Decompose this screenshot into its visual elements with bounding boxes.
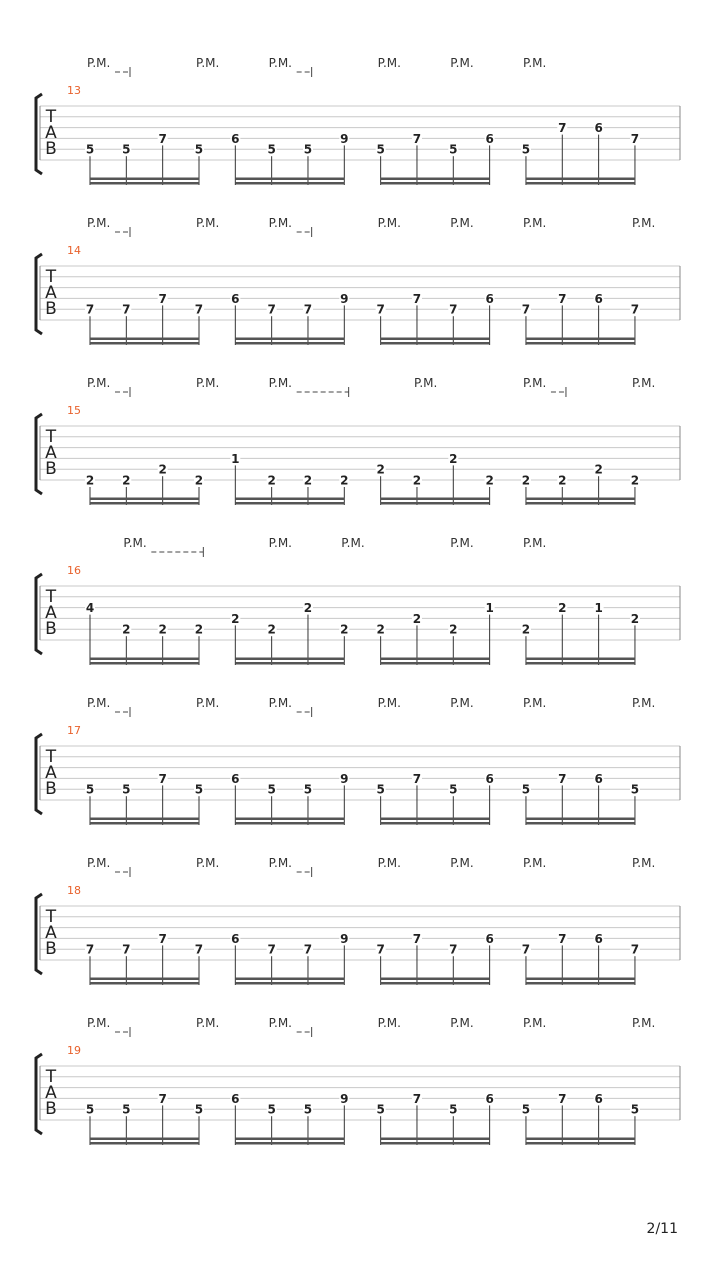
- fret-number: 7: [412, 931, 422, 946]
- palm-mute-mark: P.M.: [87, 1016, 111, 1030]
- beam-primary: [235, 822, 344, 825]
- measure-number: 17: [67, 724, 81, 737]
- beam-primary: [90, 342, 199, 345]
- fret-number: 2: [122, 473, 131, 488]
- fret-number: 2: [449, 451, 458, 466]
- palm-mute-mark: P.M.: [195, 216, 220, 230]
- beam-secondary: [381, 498, 490, 501]
- tab-clef-letter: T: [45, 1067, 57, 1087]
- beam-primary: [235, 502, 344, 505]
- tab-clef-letter: T: [45, 427, 57, 447]
- beam-secondary: [381, 978, 490, 981]
- fret-number: 5: [630, 1102, 640, 1117]
- beam-primary: [526, 1142, 635, 1145]
- fret-number: 6: [231, 771, 240, 786]
- palm-mute-mark: P.M.: [377, 696, 401, 710]
- fret-number: 5: [85, 782, 95, 797]
- fret-number: 6: [231, 291, 240, 306]
- fret-number: 7: [122, 942, 131, 957]
- fret-number: 2: [521, 473, 531, 488]
- fret-number: 5: [521, 142, 531, 157]
- beam-secondary: [526, 178, 635, 181]
- beam-primary: [526, 182, 635, 185]
- measure-number: 16: [67, 564, 81, 577]
- fret-number: 2: [303, 473, 313, 488]
- tab-clef-letter: B: [45, 619, 57, 639]
- beam-primary: [235, 342, 344, 345]
- tab-clef-letter: A: [45, 603, 57, 623]
- fret-number: 6: [594, 121, 603, 136]
- beam-primary: [381, 982, 490, 985]
- palm-mute-mark: P.M.: [268, 696, 293, 710]
- palm-mute-mark: P.M.: [450, 696, 474, 710]
- palm-mute-mark: P.M.: [268, 56, 293, 70]
- palm-mute-mark: P.M.: [413, 376, 438, 390]
- tab-clef-letter: A: [45, 923, 57, 943]
- fret-number: 5: [267, 782, 276, 797]
- beam-primary: [526, 982, 635, 985]
- beam-secondary: [90, 658, 199, 661]
- fret-number: 7: [521, 942, 531, 957]
- beam-primary: [90, 662, 199, 665]
- fret-number: 2: [267, 473, 276, 488]
- fret-number: 5: [303, 142, 313, 157]
- palm-mute-mark: P.M.: [195, 56, 220, 70]
- fret-number: 2: [594, 462, 603, 477]
- fret-number: 2: [122, 622, 131, 637]
- tab-system-14: [36, 216, 680, 345]
- beam-primary: [235, 662, 344, 665]
- beam-secondary: [90, 818, 199, 821]
- fret-number: 6: [594, 931, 603, 946]
- fret-number: 5: [449, 142, 458, 157]
- beam-primary: [381, 502, 490, 505]
- fret-number: 2: [630, 611, 640, 626]
- beam-secondary: [90, 178, 199, 181]
- tab-clef-letter: T: [45, 107, 57, 127]
- palm-mute-mark: P.M.: [87, 856, 111, 870]
- beam-secondary: [90, 1138, 199, 1141]
- fret-number: 5: [267, 142, 276, 157]
- fret-number: 5: [449, 1102, 458, 1117]
- tab-clef-letter: B: [45, 299, 57, 319]
- measure-number: 15: [67, 404, 81, 417]
- fret-number: 7: [303, 942, 313, 957]
- palm-mute-mark: P.M.: [195, 856, 220, 870]
- palm-mute-mark: P.M.: [450, 216, 474, 230]
- fret-number: 2: [158, 622, 167, 637]
- palm-mute-mark: P.M.: [87, 376, 111, 390]
- fret-number: 6: [485, 291, 494, 306]
- palm-mute-mark: P.M.: [631, 1016, 656, 1030]
- tab-clef-letter: B: [45, 939, 57, 959]
- palm-mute-mark: P.M.: [450, 56, 474, 70]
- palm-mute-mark: P.M.: [87, 216, 111, 230]
- fret-number: 2: [340, 473, 349, 488]
- tab-clef-letter: B: [45, 139, 57, 159]
- palm-mute-mark: P.M.: [377, 1016, 401, 1030]
- page-number: 2/11: [646, 1221, 678, 1237]
- tab-clef-letter: T: [45, 907, 57, 927]
- beam-secondary: [526, 818, 635, 821]
- tab-clef-letter: A: [45, 763, 57, 783]
- fret-number: 5: [630, 782, 640, 797]
- palm-mute-mark: P.M.: [268, 1016, 293, 1030]
- beam-primary: [381, 182, 490, 185]
- palm-mute-mark: P.M.: [522, 376, 547, 390]
- beam-secondary: [235, 338, 344, 341]
- fret-number: 5: [122, 142, 131, 157]
- beam-secondary: [526, 658, 635, 661]
- fret-number: 7: [412, 1091, 422, 1106]
- fret-number: 7: [267, 942, 276, 957]
- beam-secondary: [526, 498, 635, 501]
- fret-number: 2: [412, 611, 422, 626]
- fret-number: 2: [630, 473, 640, 488]
- fret-number: 7: [449, 302, 458, 317]
- fret-number: 7: [412, 291, 422, 306]
- tab-clef-letter: A: [45, 123, 57, 143]
- beam-secondary: [90, 338, 199, 341]
- tab-clef-letter: T: [45, 587, 57, 607]
- tab-clef-letter: A: [45, 1083, 57, 1103]
- fret-number: 7: [303, 302, 313, 317]
- fret-number: 7: [630, 131, 640, 146]
- fret-number: 6: [594, 1091, 603, 1106]
- beam-primary: [90, 502, 199, 505]
- fret-number: 2: [412, 473, 422, 488]
- beam-primary: [90, 182, 199, 185]
- fret-number: 7: [521, 302, 531, 317]
- fret-number: 7: [412, 771, 422, 786]
- palm-mute-mark: P.M.: [195, 1016, 220, 1030]
- fret-number: 9: [340, 131, 349, 146]
- tab-system-13: [36, 56, 680, 185]
- fret-number: 7: [85, 302, 95, 317]
- fret-number: 7: [558, 291, 567, 306]
- fret-number: 7: [158, 931, 167, 946]
- palm-mute-mark: P.M.: [631, 856, 656, 870]
- palm-mute-mark: P.M.: [87, 56, 111, 70]
- beam-primary: [235, 182, 344, 185]
- palm-mute-mark: P.M.: [522, 1016, 547, 1030]
- fret-number: 2: [85, 473, 95, 488]
- beam-secondary: [381, 178, 490, 181]
- beam-secondary: [235, 1138, 344, 1141]
- palm-mute-mark: P.M.: [195, 696, 220, 710]
- palm-mute-mark: P.M.: [631, 696, 656, 710]
- fret-number: 7: [630, 942, 640, 957]
- fret-number: 6: [231, 931, 240, 946]
- fret-number: 6: [485, 771, 494, 786]
- fret-number: 7: [85, 942, 95, 957]
- beam-secondary: [381, 818, 490, 821]
- beam-primary: [90, 982, 199, 985]
- palm-mute-mark: P.M.: [268, 856, 293, 870]
- fret-number: 2: [194, 473, 204, 488]
- beam-primary: [526, 502, 635, 505]
- fret-number: 2: [521, 622, 531, 637]
- palm-mute-mark: P.M.: [268, 216, 293, 230]
- tab-system-16: [36, 536, 680, 665]
- fret-number: 7: [558, 121, 567, 136]
- fret-number: 5: [194, 142, 204, 157]
- fret-number: 6: [485, 931, 494, 946]
- palm-mute-mark: P.M.: [450, 856, 474, 870]
- fret-number: 6: [594, 291, 603, 306]
- fret-number: 7: [558, 931, 567, 946]
- tab-clef-letter: B: [45, 779, 57, 799]
- fret-number: 5: [521, 782, 531, 797]
- beam-secondary: [235, 498, 344, 501]
- fret-number: 2: [340, 622, 349, 637]
- fret-number: 7: [558, 1091, 567, 1106]
- beam-secondary: [235, 178, 344, 181]
- fret-number: 7: [630, 302, 640, 317]
- fret-number: 2: [194, 622, 204, 637]
- palm-mute-mark: P.M.: [450, 536, 474, 550]
- fret-number: 6: [231, 1091, 240, 1106]
- fret-number: 7: [376, 942, 385, 957]
- beam-secondary: [90, 978, 199, 981]
- fret-number: 7: [194, 942, 204, 957]
- fret-number: 5: [376, 1102, 385, 1117]
- fret-number: 5: [122, 782, 131, 797]
- beam-primary: [526, 342, 635, 345]
- palm-mute-mark: P.M.: [450, 1016, 474, 1030]
- palm-mute-mark: P.M.: [377, 216, 401, 230]
- beam-secondary: [526, 1138, 635, 1141]
- fret-number: 5: [376, 782, 385, 797]
- fret-number: 2: [303, 601, 313, 616]
- fret-number: 2: [558, 601, 567, 616]
- fret-number: 9: [340, 771, 349, 786]
- fret-number: 2: [231, 611, 240, 626]
- beam-secondary: [235, 978, 344, 981]
- fret-number: 1: [594, 601, 603, 616]
- beam-secondary: [381, 658, 490, 661]
- beam-secondary: [526, 978, 635, 981]
- fret-number: 2: [376, 462, 385, 477]
- beam-secondary: [526, 338, 635, 341]
- measure-number: 18: [67, 884, 81, 897]
- palm-mute-mark: P.M.: [631, 376, 656, 390]
- fret-number: 4: [85, 601, 95, 616]
- fret-number: 2: [158, 462, 167, 477]
- tab-system-15: [36, 376, 680, 505]
- beam-primary: [381, 662, 490, 665]
- fret-number: 7: [158, 1091, 167, 1106]
- fret-number: 2: [449, 622, 458, 637]
- fret-number: 5: [85, 142, 95, 157]
- beam-primary: [381, 822, 490, 825]
- beam-primary: [235, 982, 344, 985]
- fret-number: 7: [158, 291, 167, 306]
- tab-system-19: [36, 1016, 680, 1145]
- fret-number: 7: [267, 302, 276, 317]
- fret-number: 7: [194, 302, 204, 317]
- palm-mute-mark: P.M.: [522, 216, 547, 230]
- tab-clef-letter: A: [45, 283, 57, 303]
- fret-number: 5: [85, 1102, 95, 1117]
- fret-number: 7: [158, 131, 167, 146]
- fret-number: 5: [449, 782, 458, 797]
- palm-mute-mark: P.M.: [377, 56, 401, 70]
- fret-number: 7: [158, 771, 167, 786]
- beam-secondary: [381, 1138, 490, 1141]
- palm-mute-mark: P.M.: [268, 376, 293, 390]
- fret-number: 5: [122, 1102, 131, 1117]
- palm-mute-mark: P.M.: [195, 376, 220, 390]
- fret-number: 9: [340, 291, 349, 306]
- measure-number: 13: [67, 84, 81, 97]
- beam-secondary: [235, 658, 344, 661]
- fret-number: 2: [485, 473, 494, 488]
- palm-mute-mark: P.M.: [87, 696, 111, 710]
- tab-clef-letter: B: [45, 459, 57, 479]
- fret-number: 5: [194, 1102, 204, 1117]
- fret-number: 7: [449, 942, 458, 957]
- fret-number: 5: [267, 1102, 276, 1117]
- palm-mute-mark: P.M.: [341, 536, 365, 550]
- beam-primary: [526, 662, 635, 665]
- fret-number: 2: [558, 473, 567, 488]
- fret-number: 2: [267, 622, 276, 637]
- fret-number: 1: [485, 601, 494, 616]
- fret-number: 2: [376, 622, 385, 637]
- fret-number: 5: [376, 142, 385, 157]
- measure-number: 14: [67, 244, 81, 257]
- beam-primary: [526, 822, 635, 825]
- fret-number: 7: [122, 302, 131, 317]
- fret-number: 7: [412, 131, 422, 146]
- tab-clef-letter: T: [45, 747, 57, 767]
- fret-number: 5: [521, 1102, 531, 1117]
- tab-system-17: [36, 696, 680, 825]
- fret-number: 5: [303, 1102, 313, 1117]
- beam-primary: [381, 342, 490, 345]
- fret-number: 7: [376, 302, 385, 317]
- palm-mute-mark: P.M.: [522, 696, 547, 710]
- beam-primary: [90, 822, 199, 825]
- tab-clef-letter: T: [45, 267, 57, 287]
- beam-secondary: [381, 338, 490, 341]
- beam-secondary: [235, 818, 344, 821]
- palm-mute-mark: P.M.: [377, 856, 401, 870]
- measure-number: 19: [67, 1044, 81, 1057]
- fret-number: 9: [340, 931, 349, 946]
- tab-clef-letter: B: [45, 1099, 57, 1119]
- fret-number: 6: [231, 131, 240, 146]
- palm-mute-mark: P.M.: [522, 536, 547, 550]
- palm-mute-mark: P.M.: [268, 536, 293, 550]
- fret-number: 6: [485, 131, 494, 146]
- fret-number: 9: [340, 1091, 349, 1106]
- palm-mute-mark: P.M.: [522, 56, 547, 70]
- tab-system-18: [36, 856, 680, 985]
- fret-number: 5: [194, 782, 204, 797]
- beam-secondary: [90, 498, 199, 501]
- fret-number: 5: [303, 782, 313, 797]
- beam-primary: [90, 1142, 199, 1145]
- palm-mute-mark: P.M.: [631, 216, 656, 230]
- tab-clef-letter: A: [45, 443, 57, 463]
- fret-number: 6: [485, 1091, 494, 1106]
- fret-number: 6: [594, 771, 603, 786]
- fret-number: 1: [231, 451, 240, 466]
- beam-primary: [235, 1142, 344, 1145]
- palm-mute-mark: P.M.: [522, 856, 547, 870]
- fret-number: 7: [558, 771, 567, 786]
- beam-primary: [381, 1142, 490, 1145]
- palm-mute-mark: P.M.: [123, 536, 147, 550]
